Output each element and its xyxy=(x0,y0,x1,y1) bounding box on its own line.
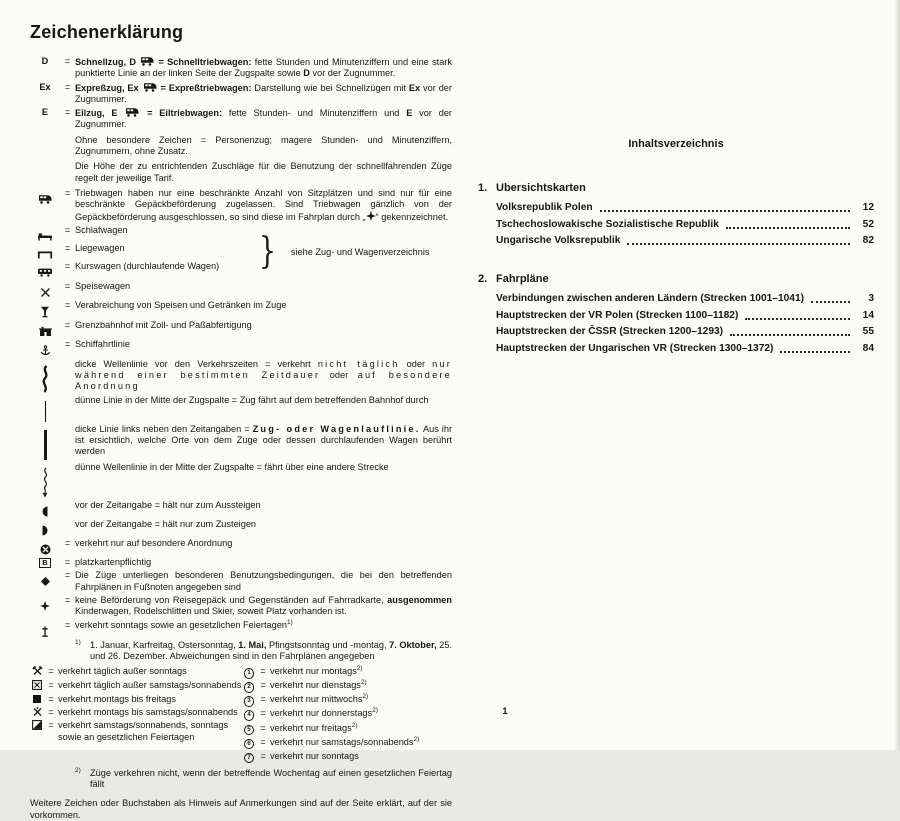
legend-rows-mid xyxy=(30,281,452,637)
equals-sign: = xyxy=(260,722,266,733)
legend-text xyxy=(75,320,452,331)
legend-column xyxy=(30,22,452,821)
legend-text xyxy=(75,281,452,292)
text-segment: dicke Linie links neben den Zeitangaben = xyxy=(75,423,253,434)
legend-text xyxy=(75,359,452,393)
legend-rows-top xyxy=(30,56,452,223)
equals-sign: = xyxy=(260,736,266,747)
equals-sign: = xyxy=(48,666,54,677)
text-segment: Eilzug, E xyxy=(75,108,125,119)
page-number: 1 xyxy=(502,706,508,717)
legend-row xyxy=(30,56,452,80)
legend-row xyxy=(30,225,256,241)
day-symbol-cell xyxy=(30,707,44,719)
toc-sections xyxy=(478,182,874,355)
railcar-icon xyxy=(124,107,140,117)
text-segment: vor der Zeitangabe = hält nur zum Aussteigen xyxy=(75,499,261,510)
legend-symbol-cell xyxy=(30,107,60,118)
legend-symbol-cell xyxy=(30,320,60,337)
text-segment: dicke Wellenlinie vor den Verkehrszeiten = verkehrt xyxy=(75,358,318,369)
toc-entry-label: Hauptstrecken der ČSSR (Strecken 1200–1293) xyxy=(496,326,724,337)
text-segment: oder xyxy=(320,370,358,381)
equals-sign: = xyxy=(48,693,54,704)
legend-row xyxy=(30,620,452,637)
legend-row xyxy=(30,135,452,158)
text-segment: Die Höhe der zu entrichtenden Zuschläge für die Benutzung der schnellfahrenden Züge regelt der jeweilige Tarif. xyxy=(75,161,452,183)
legend-text xyxy=(75,595,452,618)
text-segment: dünne Linie in der Mitte der Zugspalte = Zug fährt auf dem betreffenden Bahnhof durch xyxy=(75,394,429,405)
text-segment: ausgenommen xyxy=(387,594,452,605)
text-segment: Ex xyxy=(408,82,421,93)
legend-text xyxy=(75,243,256,254)
equals-sign: = xyxy=(64,319,71,330)
legend-symbol-cell xyxy=(30,595,60,611)
circled-5-icon: 5 xyxy=(244,725,255,736)
text-segment: Schnellzug, D xyxy=(75,57,140,67)
through-coach-icon xyxy=(37,267,53,277)
thin-wave-arrow-icon xyxy=(40,468,50,498)
couchette-icon xyxy=(37,249,53,259)
diamond-icon xyxy=(40,576,51,587)
day-symbol-row xyxy=(242,751,452,764)
text-segment: vor der Zugnummer. xyxy=(309,68,396,79)
equals-sign: = xyxy=(260,750,266,761)
toc-entry xyxy=(478,202,874,214)
thin-line-icon xyxy=(44,401,47,422)
text-segment: 1. Mai, xyxy=(238,639,267,650)
equals-sign: = xyxy=(64,594,71,605)
toc-entry-page: 52 xyxy=(862,218,874,230)
day-symbol-label: verkehrt montags bis samstags/sonnabends xyxy=(58,706,238,717)
day-symbols-right xyxy=(242,666,452,765)
day-symbol-label: verkehrt täglich außer sonntags xyxy=(58,666,187,677)
railcar-icon xyxy=(142,82,158,92)
legend-text xyxy=(75,395,452,406)
text-segment: Liegewagen xyxy=(75,242,125,253)
day-symbol-label xyxy=(270,751,452,762)
legend-symbol-cell xyxy=(30,519,60,536)
text-segment: verkehrt nur dienstags xyxy=(270,680,361,691)
legend-symbol-cell xyxy=(30,620,60,637)
toc-entry-page: 14 xyxy=(862,309,874,321)
text-segment: verkehrt sonntags sowie an gesetzlichen Feiertagen xyxy=(75,619,287,630)
footnote-2-marker: 2) xyxy=(75,766,81,774)
railcar-icon xyxy=(139,56,155,66)
text-segment: Zug- oder Wagenlauflinie. xyxy=(252,423,421,434)
day-symbol-cell xyxy=(30,666,44,678)
circled-2-icon: 2 xyxy=(244,682,255,693)
legend-text xyxy=(75,161,452,184)
text-segment: vor der Zugnummer. xyxy=(75,108,452,130)
dotted-leader xyxy=(730,334,850,336)
toc-entry-page: 12 xyxy=(862,202,874,213)
brace-glyph: } xyxy=(258,230,277,272)
text-segment: Kurswagen (durchlaufende Wagen) xyxy=(75,260,220,271)
day-symbol-label: verkehrt nur dienstags$^{2)}$ xyxy=(270,679,367,691)
equals-sign: = xyxy=(48,679,54,690)
equals-sign: = xyxy=(64,537,71,548)
legend-text xyxy=(75,424,452,458)
day-symbol-label: verkehrt nur freitags$^{2)}$ xyxy=(270,721,358,733)
equals-sign: = xyxy=(64,242,71,253)
day-symbol-row xyxy=(242,737,452,750)
toc-entry-label: Hauptstrecken der Ungarischen VR (Strecken 1300–1372) xyxy=(496,342,774,354)
legend-row xyxy=(30,320,452,337)
legend-symbol-cell xyxy=(30,339,60,357)
text-segment: vor der Zeitangabe = hält nur zum Zusteigen xyxy=(75,518,257,529)
legend-symbol-cell xyxy=(30,570,60,587)
equals-sign: = xyxy=(64,187,71,198)
border-station-icon xyxy=(39,326,52,337)
text-segment: = Expreßtriebwagen: xyxy=(157,82,252,93)
circled-7-icon: 7 xyxy=(244,753,255,764)
day-symbol-cell xyxy=(242,680,256,693)
dotted-leader xyxy=(745,318,850,320)
dotted-leader xyxy=(780,351,850,353)
legend-text xyxy=(75,135,452,158)
legend-row xyxy=(30,281,452,298)
footnote-1 xyxy=(75,640,452,663)
equals-sign: = xyxy=(64,107,71,118)
legend-symbol-cell xyxy=(30,261,60,277)
circled-3-icon: 3 xyxy=(244,696,255,707)
text-segment: Schiffahrtlinie xyxy=(75,338,130,349)
text-segment: 1) xyxy=(286,618,293,626)
equals-sign: = xyxy=(64,556,71,567)
legend-text xyxy=(75,339,452,350)
equals-sign: = xyxy=(64,299,71,310)
legend-row xyxy=(30,261,256,277)
equals-sign: = xyxy=(48,706,54,717)
legend-symbol-cell xyxy=(30,462,60,498)
toc-entry-label: Hauptstrecken der VR Polen (Strecken 1100–1182) xyxy=(496,309,739,321)
legend-row xyxy=(30,570,452,593)
legend-row xyxy=(30,424,452,460)
day-symbols-left xyxy=(30,666,242,765)
toc-entry-page: 82 xyxy=(862,235,874,246)
day-symbols-block xyxy=(30,666,452,765)
dagger-icon xyxy=(41,626,49,637)
legend-text xyxy=(75,300,452,311)
wagen-rows xyxy=(30,225,256,279)
toc-entry xyxy=(478,343,874,355)
legend-row xyxy=(30,243,256,259)
text-segment: platzkartenpflichtig xyxy=(75,556,152,567)
text-segment: D xyxy=(303,68,310,79)
toc-entry xyxy=(478,219,874,231)
text-segment: verkehrt nur montags xyxy=(270,666,357,677)
legend-text xyxy=(75,538,452,549)
dotted-leader xyxy=(600,210,850,212)
toc-title: Inhaltsverzeichnis xyxy=(628,138,724,150)
legend-text xyxy=(75,82,452,106)
footnote-1-marker: 1) xyxy=(75,638,81,646)
day-symbol-label: verkehrt nur montags$^{2)}$ xyxy=(270,665,363,677)
equals-sign: = xyxy=(64,81,71,92)
toc-section-number: 2. xyxy=(478,273,488,285)
day-symbol-cell xyxy=(30,720,44,732)
text-segment: 1. Januar, Karfreitag, Ostersonntag, xyxy=(90,639,239,650)
text-segment: Grenzbahnhof mit Zoll- und Paßabfertigung xyxy=(75,319,252,330)
equals-sign: = xyxy=(48,720,54,731)
day-symbol-cell xyxy=(242,666,256,679)
day-symbol-row xyxy=(30,666,242,678)
legend-row xyxy=(30,595,452,618)
legend-text xyxy=(75,500,452,511)
legend-text xyxy=(75,225,256,236)
symbol-letter: D xyxy=(41,56,49,66)
half-filled-square-icon xyxy=(32,720,42,730)
circled-1-icon: 1 xyxy=(244,668,255,679)
wagen-brace-group xyxy=(30,225,452,279)
toc-entry-page: 55 xyxy=(862,326,874,337)
day-symbol-label: verkehrt nur mittwochs$^{2)}$ xyxy=(270,693,369,705)
day-symbol-row xyxy=(242,694,452,707)
legend-row xyxy=(30,82,452,106)
day-symbol-row xyxy=(30,720,242,743)
board-only-icon xyxy=(41,525,49,536)
toc-entry xyxy=(478,310,874,322)
text-segment: 7. Oktober, xyxy=(389,639,437,650)
toc-entry xyxy=(478,293,874,305)
text-segment: verkehrt nur freitags xyxy=(270,722,352,733)
text-segment: “ gekennzeichnet. xyxy=(375,211,449,222)
equals-sign: = xyxy=(260,680,266,691)
railcar-icon xyxy=(37,194,53,204)
day-symbol-row xyxy=(242,666,452,679)
text-segment: verkehrt nur donnerstags xyxy=(270,708,373,719)
legend-symbol-cell xyxy=(30,500,60,517)
text-segment: verkehrt nur auf besondere Anordnung xyxy=(75,537,233,548)
legend-text xyxy=(75,557,452,568)
text-segment: fette Stunden und Minutenziffern und eine stark punktierte Linie an der linken Seite der Zugspalte sowie xyxy=(75,57,452,79)
text-segment: Speisewagen xyxy=(75,280,131,291)
text-segment: oder xyxy=(399,358,433,369)
legend-symbol-cell xyxy=(30,225,60,241)
text-segment: fette Stunden- und Minutenziffern und xyxy=(222,108,407,119)
toc-entry-label: Tschechoslowakische Sozialistische Republik xyxy=(496,218,719,230)
day-symbol-cell xyxy=(242,737,256,750)
day-symbol-label: verkehrt täglich außer samstags/sonnabends xyxy=(58,679,242,690)
day-symbol-label: verkehrt nur samstags/sonnabends$^{2)}$ xyxy=(270,735,420,747)
text-segment: Expreßzug, Ex xyxy=(75,82,142,93)
toc-entry-label: Ungarische Volksrepublik xyxy=(496,235,621,246)
toc-entry-page: 84 xyxy=(862,342,874,354)
equals-sign: = xyxy=(64,280,71,291)
toc-section xyxy=(478,182,874,247)
equals-sign: = xyxy=(260,666,266,677)
day-symbol-cell xyxy=(242,708,256,721)
table-of-contents xyxy=(478,138,874,381)
day-symbol-row xyxy=(30,694,242,705)
thick-wave-icon xyxy=(39,365,51,393)
legend-row xyxy=(30,462,452,498)
text-segment: Ohne besondere Zeichen = Personenzug; magere Stunden- und Minutenziffern, Zugnummern, ohne Zusatz. xyxy=(75,134,452,157)
equals-sign: = xyxy=(64,338,71,349)
legend-symbol-cell xyxy=(30,82,60,93)
hammers-saturday-icon xyxy=(32,707,43,717)
text-segment: Schlafwagen xyxy=(75,224,128,235)
equals-sign: = xyxy=(64,56,71,66)
legend-symbol-cell xyxy=(30,395,60,422)
day-symbol-cell xyxy=(30,680,44,692)
legend-row xyxy=(30,538,452,555)
text-segment: auf besondere Anordnung xyxy=(75,370,452,392)
day-symbol-label: verkehrt montags bis freitags xyxy=(58,693,176,704)
toc-section-heading xyxy=(478,273,874,285)
wagen-note: siehe Zug- und Wagenverzeichnis xyxy=(290,246,430,257)
symbol-letter: E xyxy=(41,107,49,118)
legend-text xyxy=(75,462,452,473)
text-segment: nicht täglich xyxy=(317,358,400,369)
text-segment: 25. und 26. Dezember. Abweichungen sind in den Fahrplänen angegeben xyxy=(90,639,453,661)
legend-symbol-cell xyxy=(30,300,60,318)
toc-section-heading xyxy=(478,182,874,194)
day-symbol-label: verkehrt nur donnerstags$^{2)}$ xyxy=(270,707,378,719)
footnote-2 xyxy=(75,768,452,791)
equals-sign: = xyxy=(64,570,71,581)
legend-text xyxy=(75,261,256,272)
equals-sign: = xyxy=(260,708,266,719)
day-symbol-row xyxy=(242,680,452,693)
legend-symbol-cell xyxy=(30,359,60,393)
legend-text xyxy=(75,107,452,131)
legend-row xyxy=(30,300,452,318)
day-symbol-cell xyxy=(30,694,44,705)
legend-text xyxy=(75,56,452,80)
text-segment: Kinderwagen, Rodelschlitten und Skier, soweit Platz vorhanden ist. xyxy=(75,606,347,617)
day-symbol-label: verkehrt samstags/sonnabends, sonntags sowie an gesetzlichen Feiertagen xyxy=(58,720,229,742)
legend-row xyxy=(30,359,452,393)
text-segment: Triebwagen haben nur eine beschränkte Anzahl von Sitzplätzen und sind nur für eine beschränkte Gepäckbeförderung zugelassen. Sind Triebwagen gänzlich von der Gepäckbeförderung ausgeschlossen, so sind diese im Fahrplan durch „ xyxy=(75,187,452,222)
day-symbol-row xyxy=(30,680,242,692)
dotted-leader xyxy=(726,227,850,229)
no-luggage-icon xyxy=(366,211,376,221)
legend-symbol-cell xyxy=(30,243,60,259)
legend-symbol-cell xyxy=(30,538,60,555)
text-segment: Darstellung wie bei Schnellzügen mit xyxy=(251,82,409,93)
footnote-1-text xyxy=(90,640,452,663)
text-segment: E xyxy=(406,108,413,119)
legend-row xyxy=(30,161,452,184)
dotted-leader xyxy=(811,301,850,303)
day-symbol-cell xyxy=(242,723,256,736)
symbol-letter: Ex xyxy=(39,81,51,92)
text-segment: verkehrt nur sonntags xyxy=(270,750,359,761)
legend-symbol-cell xyxy=(30,188,60,204)
legend-row xyxy=(30,107,452,131)
day-symbol-row xyxy=(242,708,452,721)
closing-note: Weitere Zeichen oder Buchstaben als Hinweis auf Anmerkungen sind auf der Seite erklärt, auf der sie vorkommen. xyxy=(30,798,452,820)
ship-line-icon xyxy=(40,345,51,357)
legend-text xyxy=(75,188,452,223)
legend-symbol-cell xyxy=(30,281,60,298)
special-order-icon xyxy=(40,544,51,555)
text-segment: Aus ihr ist ersichtlich, welche Orte von dem Zuge oder dessen durchlaufenden Wagen berührt werden xyxy=(75,423,453,457)
toc-section-number: 1. xyxy=(478,182,488,194)
toc-entry xyxy=(478,326,874,338)
legend-row xyxy=(30,500,452,517)
legend-row xyxy=(30,188,452,223)
legend-text xyxy=(75,620,452,631)
legend-text xyxy=(75,519,452,530)
text-segment: Pfingstsonntag und -montag, xyxy=(266,639,390,650)
text-segment: vor der Zugnummer. xyxy=(75,82,452,104)
text-segment: verkehrt nur samstags/sonnabends xyxy=(270,736,414,747)
text-segment: Verabreichung von Speisen und Getränken im Zuge xyxy=(75,299,287,310)
legend-symbol-cell xyxy=(30,56,60,67)
legend-symbol-cell xyxy=(30,424,60,460)
seat-reservation-icon: B xyxy=(39,558,50,569)
page-title: Zeichenerklärung xyxy=(30,22,184,42)
toc-section xyxy=(478,273,874,355)
toc-section-title: Ubersichtskarten xyxy=(496,182,586,194)
legend-row xyxy=(30,557,452,569)
exit-only-icon xyxy=(41,506,49,517)
circled-6-icon: 6 xyxy=(244,739,255,750)
text-segment: = Schnelltriebwagen: xyxy=(155,57,252,67)
thick-line-icon xyxy=(43,430,48,460)
boxed-hammers-icon xyxy=(32,680,42,690)
text-segment: verkehrt nur mittwochs xyxy=(270,694,363,705)
equals-sign: = xyxy=(64,260,71,271)
legend-row xyxy=(30,395,452,422)
toc-entry-page: 3 xyxy=(868,293,874,304)
legend-symbol-cell xyxy=(30,557,60,569)
text-segment: keine Beförderung von Reisegepäck und Gegenständen auf Fahrradkarte, xyxy=(75,594,388,605)
day-symbol-cell xyxy=(242,694,256,707)
sleeping-car-icon xyxy=(37,231,53,241)
text-segment: = Eiltriebwagen: xyxy=(140,108,223,119)
equals-sign: = xyxy=(64,224,71,235)
legend-row xyxy=(30,339,452,357)
toc-section-title: Fahrpläne xyxy=(496,273,549,285)
day-symbol-row xyxy=(30,707,242,719)
day-symbol-cell xyxy=(242,751,256,764)
dotted-leader xyxy=(627,243,850,245)
dining-car-icon xyxy=(40,287,51,298)
equals-sign: = xyxy=(64,619,71,630)
text-segment: nur während einer bestimmten Zeitdauer xyxy=(75,358,452,381)
toc-entry-label: Volksrepublik Polen xyxy=(496,202,593,213)
text-segment: dünne Wellenlinie in der Mitte der Zugspalte = fährt über eine andere Strecke xyxy=(75,461,389,472)
filled-square-icon xyxy=(33,695,41,703)
toc-entry xyxy=(478,235,874,247)
circled-4-icon: 4 xyxy=(244,710,255,721)
hammers-icon xyxy=(32,666,43,676)
legend-text xyxy=(75,570,452,593)
footnote-2-text: Züge verkehren nicht, wenn der betreffende Wochentag auf einen gesetzlichen Feiertag fällt xyxy=(90,767,452,790)
day-symbol-row xyxy=(242,723,452,736)
toc-entry-label: Verbindungen zwischen anderen Ländern (Strecken 1001–1041) xyxy=(496,293,804,304)
equals-sign: = xyxy=(260,694,266,705)
text-segment: Die Züge unterliegen besonderen Benutzungsbedingungen, die bei den betreffenden Fahrplänen in Fußnoten angegeben sind xyxy=(75,570,452,592)
no-luggage-icon xyxy=(40,601,50,611)
legend-row xyxy=(30,519,452,536)
refreshments-icon xyxy=(40,306,50,318)
